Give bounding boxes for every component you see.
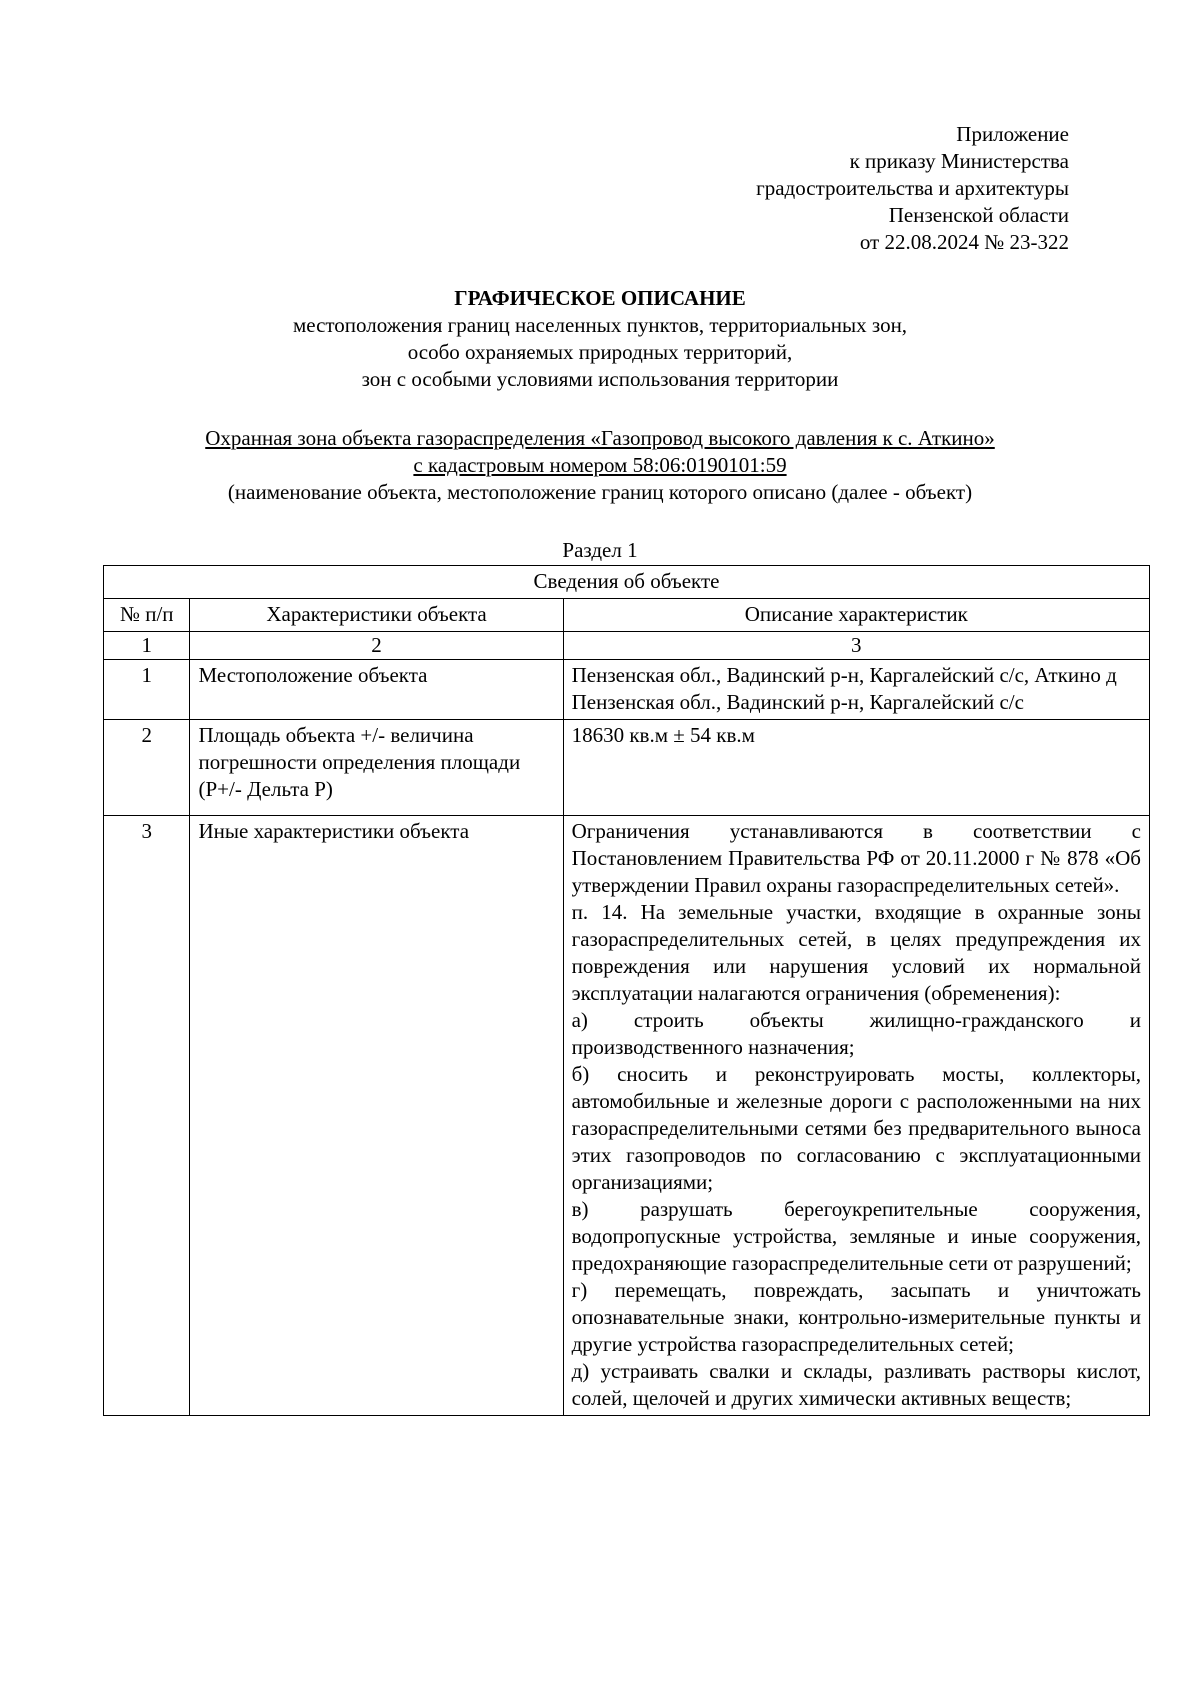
description-paragraph: г) перемещать, повреждать, засыпать и уничтожать опознавательные знаки, контрольно-измерительные пункты и другие устройства газораспределительных сетей; bbox=[571, 1278, 1141, 1356]
section-label: Раздел 1 bbox=[562, 538, 638, 562]
column-number-row bbox=[104, 632, 1150, 660]
table-header-row bbox=[104, 599, 1150, 632]
appendix-line: к приказу Министерства bbox=[849, 149, 1069, 173]
row-description bbox=[563, 660, 1149, 720]
title-line: особо охраняемых природных территорий, bbox=[407, 340, 793, 364]
header-description: Описание характеристик bbox=[563, 599, 1149, 632]
object-cadastral-number: с кадастровым номером 58:06:0190101:59 bbox=[413, 453, 787, 477]
row-characteristic: Площадь объекта +/- величина погрешности определения площади (Р+/- Дельта Р) bbox=[190, 720, 563, 816]
row-characteristic: Местоположение объекта bbox=[190, 660, 563, 720]
description-paragraph: п. 14. На земельные участки, входящие в охранные зоны газораспределительных сетей, в целях предупреждения их повреждения или нарушения условий их нормальной эксплуатации налагаются ограничения (обременения): bbox=[571, 900, 1141, 1005]
object-caption: (наименование объекта, местоположение границ которого описано (далее - объект) bbox=[227, 480, 973, 504]
row-description bbox=[563, 816, 1149, 1416]
appendix-line: Приложение bbox=[956, 122, 1069, 146]
document-title-block bbox=[100, 285, 1100, 393]
table-row bbox=[104, 720, 1150, 816]
title-line: зон с особыми условиями использования территории bbox=[361, 367, 839, 391]
description-paragraph: Ограничения устанавливаются в соответствии с Постановлением Правительства РФ от 20.11.2000 г № 878 «Об утверждении Правил охраны газораспределительных сетей». bbox=[571, 819, 1141, 897]
description-paragraph: б) сносить и реконструировать мосты, коллекторы, автомобильные и железные дороги с расположенными на них газораспределительными сетями без предварительного выноса этих газопроводов по согласованию с эксплуатационными организациями; bbox=[571, 1062, 1141, 1194]
header-characteristic: Характеристики объекта bbox=[190, 599, 563, 632]
column-number: 3 bbox=[563, 632, 1149, 660]
description-line: Пензенская обл., Вадинский р-н, Каргалейский с/с, Аткино д bbox=[571, 663, 1117, 687]
table-row bbox=[104, 660, 1150, 720]
description-paragraph: а) строить объекты жилищно-гражданского и производственного назначения; bbox=[571, 1008, 1141, 1059]
document-title: ГРАФИЧЕСКОЕ ОПИСАНИЕ bbox=[454, 286, 746, 310]
column-number: 1 bbox=[104, 632, 190, 660]
description-paragraph: в) разрушать берегоукрепительные сооружения, водопропускные устройства, земляные и иные сооружения, предохраняющие газораспределительные сети от разрушений; bbox=[571, 1197, 1141, 1275]
row-characteristic: Иные характеристики объекта bbox=[190, 816, 563, 1416]
appendix-header bbox=[549, 121, 1069, 256]
column-number: 2 bbox=[190, 632, 563, 660]
description-line: 18630 кв.м ± 54 кв.м bbox=[571, 723, 755, 747]
table-title: Сведения об объекте bbox=[104, 566, 1150, 599]
object-name: Охранная зона объекта газораспределения «Газопровод высокого давления к с. Аткино» bbox=[205, 426, 995, 450]
object-name-block bbox=[100, 425, 1100, 506]
header-num: № п/п bbox=[104, 599, 190, 632]
appendix-line: Пензенской области bbox=[888, 203, 1069, 227]
object-info-table bbox=[103, 565, 1150, 1416]
description-paragraph: д) устраивать свалки и склады, разливать растворы кислот, солей, щелочей и других химически активных веществ; bbox=[571, 1359, 1141, 1410]
row-number: 2 bbox=[104, 720, 190, 816]
appendix-line: градостроительства и архитектуры bbox=[756, 176, 1069, 200]
table-title-row bbox=[104, 566, 1150, 599]
appendix-order-date: от 22.08.2024 № 23-322 bbox=[859, 230, 1069, 254]
row-description bbox=[563, 720, 1149, 816]
row-number: 3 bbox=[104, 816, 190, 1416]
title-line: местоположения границ населенных пунктов, территориальных зон, bbox=[292, 313, 908, 337]
description-line: Пензенская обл., Вадинский р-н, Каргалейский с/с bbox=[571, 690, 1024, 714]
table-row bbox=[104, 816, 1150, 1416]
row-number: 1 bbox=[104, 660, 190, 720]
